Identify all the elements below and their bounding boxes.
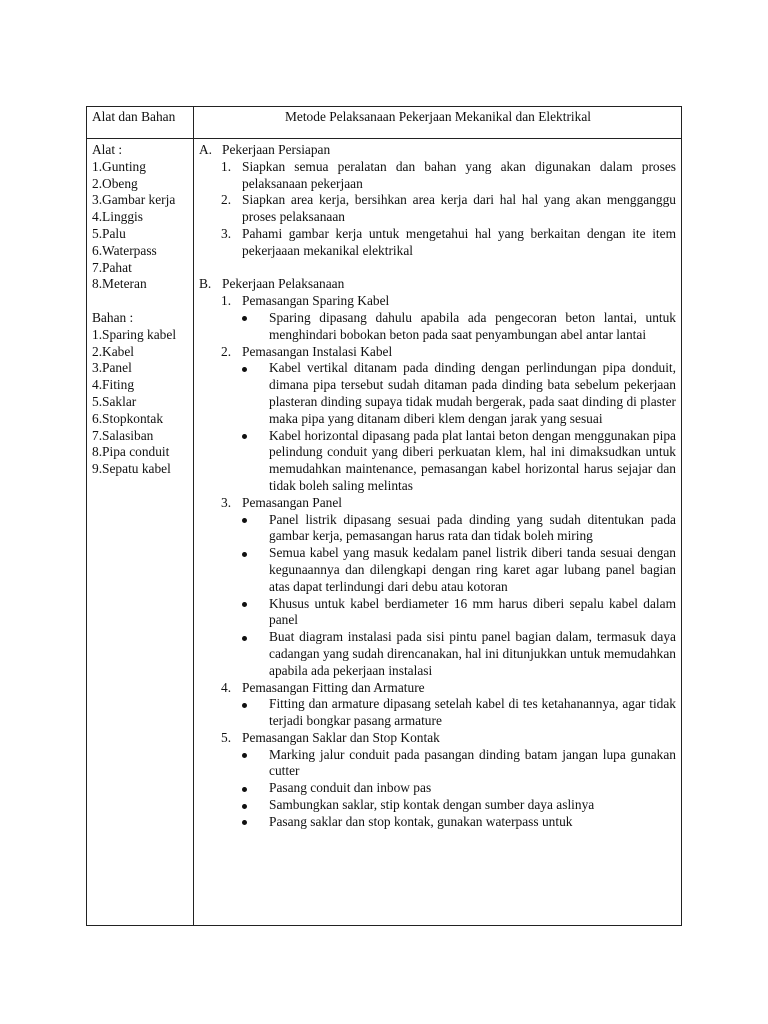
bullet-icon — [242, 367, 247, 372]
bullet-item: Sparing dipasang dahulu apabila ada pengecoran beton lantai, untuk menghindari bobokan beton pada saat penyambungan abel antar lantai — [199, 310, 676, 344]
material-item: 3.Panel — [92, 360, 132, 376]
column-divider — [193, 107, 194, 925]
material-item: 9.Sepatu kabel — [92, 461, 171, 477]
section-title: Pekerjaan Persiapan — [222, 142, 331, 157]
bullet-icon — [242, 753, 247, 758]
section-marker: A. — [199, 142, 213, 157]
method-column — [199, 142, 676, 831]
bullet-icon — [242, 552, 247, 557]
header-method-title: Metode Pelaksanaan Pekerjaan Mekanikal dan Elektrikal — [284, 109, 591, 124]
bullet-item: Pasang conduit dan inbow pas — [199, 780, 676, 797]
section-b-heading — [199, 276, 676, 293]
section-title: Pekerjaan Pelaksanaan — [222, 276, 345, 292]
tool-item: 3.Gambar kerja — [92, 192, 176, 208]
tool-item: 1.Gunting — [92, 158, 146, 174]
tool-item: 5.Palu — [92, 225, 126, 241]
material-item: 6.Stopkontak — [92, 410, 164, 426]
tools-materials-column — [92, 142, 192, 478]
bullet-icon — [242, 787, 247, 792]
tools-title: Alat : — [92, 142, 123, 157]
material-item: 2.Kabel — [92, 343, 135, 359]
materials-title: Bahan : — [92, 309, 134, 325]
bullet-item: Marking jalur conduit pada pasangan dinding batam jangan lupa gunakan cutter — [199, 747, 676, 781]
material-item: 1.Sparing kabel — [92, 326, 177, 342]
bullet-item: Kabel vertikal ditanam pada dinding dengan perlindungan pipa donduit, dimana pipa tersebut sudah ditaman pada dinding bata sebelum pekerjaan plasteran dinding supaya tidak mudah bergerak, pada saat dinding di plaster maka pipa yang ditanam diberi klem dengan jarak yang sesuai — [199, 360, 676, 427]
bullet-icon — [242, 703, 247, 708]
tool-item: 7.Pahat — [92, 259, 132, 275]
header-tools-materials: Alat dan Bahan — [92, 109, 176, 124]
bullet-icon — [242, 518, 247, 523]
bullet-item: Buat diagram instalasi pada sisi pintu panel bagian dalam, termasuk daya cadangan yang sudah direncanakan, hal ini ditunjukkan untuk memudahkan apabila ada pekerjaan instalasi — [199, 629, 676, 679]
bullet-item: Panel listrik dipasang sesuai pada dinding yang sudah ditentukan pada gambar kerja, pemasangan harus rata dan tidak boleh miring — [199, 512, 676, 546]
table-header-row — [87, 107, 681, 139]
bullet-item: Kabel horizontal dipasang pada plat lantai beton dengan menggunakan pipa pelindung conduit yang diberi perkuatan klem, hal ini dimaksudkan untuk memudahkan maintenance, pemasangan kabel horizontal harus sejajar dan tidak boleh saling melintas — [199, 428, 676, 495]
material-item: 5.Saklar — [92, 393, 137, 409]
tool-item: 4.Linggis — [92, 209, 143, 225]
subsection-heading: 3. Pemasangan Panel — [221, 494, 343, 510]
material-item: 7.Salasiban — [92, 427, 154, 443]
subsection-heading: 4. Pemasangan Fitting dan Armature — [221, 679, 425, 695]
list-item: 1. Siapkan semua peralatan dan bahan yang akan digunakan dalam proses pelaksanaan pekerjaan — [221, 158, 676, 191]
bullet-icon — [242, 804, 247, 809]
bullet-item: Khusus untuk kabel berdiameter 16 mm harus diberi sepalu kabel dalam panel — [199, 596, 676, 630]
bullet-item: Semua kabel yang masuk kedalam panel listrik diberi tanda sesuai dengan kegunaannya dan dilengkapi dengan ring karet agar lubang panel bagian atas dapat terlindungi dari debu atau kotoran — [199, 545, 676, 595]
material-item: 4.Fiting — [92, 377, 135, 393]
list-item: 3. Pahami gambar kerja untuk mengetahui hal yang berkaitan dengan ite item pekerjaaan mekanikal elektrikal — [221, 225, 676, 258]
subsection-heading: 2. Pemasangan Instalasi Kabel — [221, 343, 393, 359]
tool-item: 8.Meteran — [92, 276, 147, 292]
section-marker: B. — [199, 276, 212, 292]
method-table — [86, 106, 682, 926]
material-item: 8.Pipa conduit — [92, 444, 170, 460]
list-item: 2. Siapkan area kerja, bersihkan area kerja dari hal hal yang akan mengganggu proses pelaksanaan — [221, 192, 676, 225]
bullet-icon — [242, 636, 247, 641]
bullet-item: Sambungkan saklar, stip kontak dengan sumber daya aslinya — [199, 797, 676, 814]
tool-item: 2.Obeng — [92, 175, 138, 191]
section-a-heading — [199, 142, 676, 159]
bullet-item: Pasang saklar dan stop kontak, gunakan waterpass untuk — [199, 814, 676, 831]
bullet-icon — [242, 434, 247, 439]
subsection-heading: 1. Pemasangan Sparing Kabel — [221, 293, 390, 309]
bullet-icon — [242, 602, 247, 607]
subsection-heading: 5. Pemasangan Saklar dan Stop Kontak — [221, 729, 440, 745]
tool-item: 6.Waterpass — [92, 242, 157, 258]
bullet-item: Fitting dan armature dipasang setelah kabel di tes ketahanannya, agar tidak terjadi bongkar pasang armature — [199, 696, 676, 730]
bullet-icon — [242, 820, 247, 825]
bullet-icon — [242, 316, 247, 321]
